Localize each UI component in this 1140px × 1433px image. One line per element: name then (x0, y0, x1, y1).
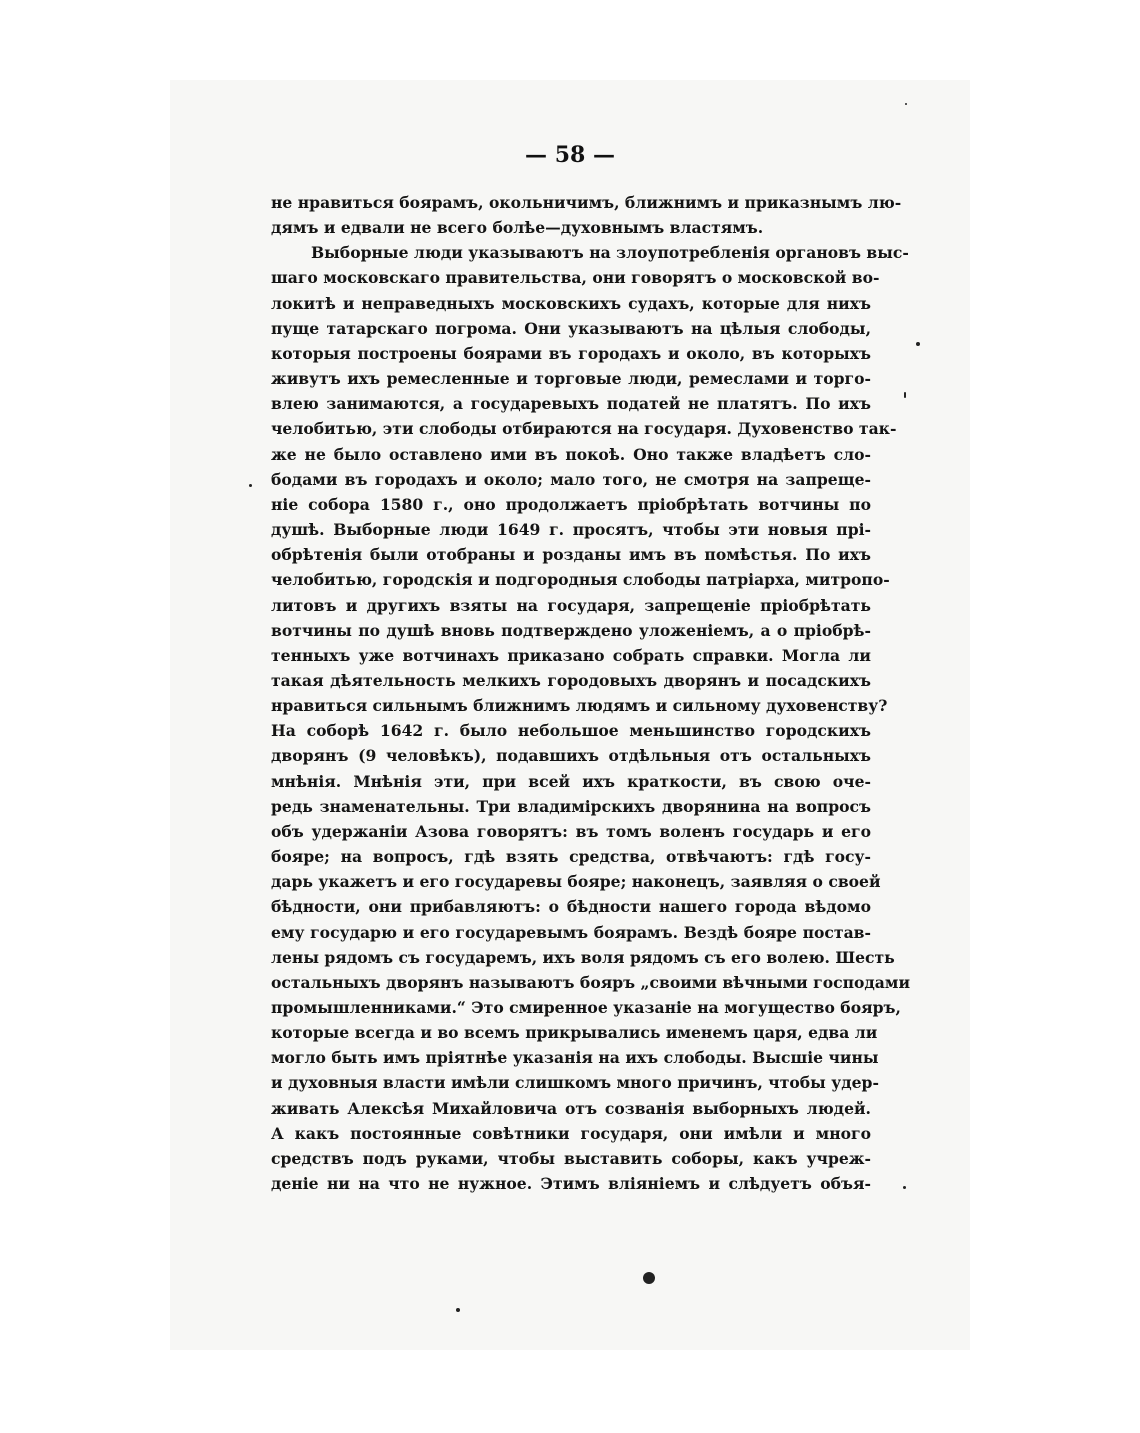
scan-speck (905, 103, 907, 105)
scan-speck (643, 1272, 655, 1284)
text-line: и духовныя власти имѣли слишкомъ много причинъ, чтобы удер- (271, 1073, 879, 1093)
text-line: вотчины по душѣ вновь подтверждено уложеніемъ, а о пріобрѣ- (271, 620, 871, 640)
text-line: влею занимаются, а государевыхъ податей не платятъ. По ихъ (271, 394, 871, 414)
scan-speck (903, 1186, 906, 1189)
text-line: такая дѣятельность мелкихъ городовыхъ дворянъ и посадскихъ (271, 670, 871, 690)
text-line: бояре; на вопросъ, гдѣ взять средства, отвѣчаютъ: гдѣ госу- (271, 847, 871, 867)
text-line: деніе ни на что не нужное. Этимъ вліяніемъ и слѣдуетъ объя- (271, 1174, 871, 1194)
text-line: обрѣтенія были отобраны и розданы имъ въ помѣстья. По ихъ (271, 545, 871, 565)
text-line: лены рядомъ съ государемъ, ихъ воля рядомъ съ его волею. Шесть (271, 947, 895, 967)
text-line: челобитью, городскія и подгородныя слободы патріарха, митропо- (271, 570, 890, 590)
text-line: редь знаменательны. Три владимірскихъ дворянина на вопросъ (271, 796, 871, 816)
text-line: душѣ. Выборные люди 1649 г. просятъ, чтобы эти новыя прі- (271, 520, 871, 540)
text-line: дворянъ (9 человѣкъ), подавшихъ отдѣльныя отъ остальныхъ (271, 746, 871, 766)
text-line: бодами въ городахъ и около; мало того, не смотря на запреще- (271, 469, 871, 489)
text-line: которые всегда и во всемъ прикрывались именемъ царя, едва ли (271, 1023, 878, 1043)
text-line: живать Алексѣя Михайловича отъ созванія выборныхъ людей. (271, 1098, 871, 1118)
text-line: дямъ и едвали не всего болѣе—духовнымъ властямъ. (271, 218, 764, 238)
scan-speck (904, 392, 906, 398)
text-line: не нравиться боярамъ, окольничимъ, ближнимъ и приказнымъ лю- (271, 193, 902, 212)
text-line: На соборѣ 1642 г. было небольшое меньшинство городскихъ (271, 721, 871, 741)
text-line: тенныхъ уже вотчинахъ приказано собрать справки. Могла ли (271, 645, 871, 665)
text-line: объ удержаніи Азова говорятъ: въ томъ воленъ государь и его (271, 821, 871, 841)
text-line: челобитью, эти слободы отбираются на государя. Духовенство так- (271, 419, 897, 439)
text-line: пуще татарскаго погрома. Они указываютъ на цѣлыя слободы, (271, 318, 871, 338)
text-line: литовъ и другихъ взяты на государя, запрещеніе пріобрѣтать (271, 595, 871, 615)
text-line: А какъ постоянные совѣтники государя, они имѣли и много (271, 1123, 871, 1143)
scan-speck (249, 484, 252, 487)
text-line: промышленниками.“ Это смиренное указаніе на могущество бояръ, (271, 998, 901, 1017)
text-line: остальныхъ дворянъ называютъ бояръ „своими вѣчными господами (271, 972, 911, 992)
page-number: — 58 — (525, 142, 615, 168)
text-line: ему государю и его государевымъ боярамъ. Вездѣ бояре постав- (271, 922, 871, 942)
text-line: Выборные люди указываютъ на злоупотребленія органовъ выс- (311, 243, 909, 263)
scan-speck (916, 342, 920, 346)
text-line: же не было оставлено ими въ покоѣ. Оно также владѣетъ сло- (271, 444, 871, 464)
text-line: средствъ подъ руками, чтобы выставить соборы, какъ учреж- (271, 1148, 871, 1168)
text-line: мнѣнія. Мнѣнія эти, при всей ихъ краткости, въ свою оче- (271, 771, 871, 791)
text-line: живутъ ихъ ремесленные и торговые люди, ремеслами и торго- (271, 369, 871, 389)
text-line: могло быть имъ пріятнѣе указанія на ихъ слободы. Высшіе чины (271, 1048, 879, 1068)
text-line: нравиться сильнымъ ближнимъ людямъ и сильному духовенству? (271, 696, 888, 716)
text-line: шаго московскаго правительства, они говорятъ о московской во- (271, 268, 880, 288)
text-line: локитѣ и неправедныхъ московскихъ судахъ, которые для нихъ (271, 293, 871, 313)
text-line: дарь укажетъ и его государевы бояре; наконецъ, заявляя о своей (271, 872, 881, 892)
text-line: которыя построены боярами въ городахъ и около, въ которыхъ (271, 343, 871, 363)
body-text (271, 190, 911, 1196)
text-line: ніе собора 1580 г., оно продолжаетъ пріобрѣтать вотчины по (271, 494, 871, 514)
scan-speck (456, 1308, 460, 1312)
text-line: бѣдности, они прибавляютъ: о бѣдности нашего города вѣдомо (271, 897, 871, 917)
